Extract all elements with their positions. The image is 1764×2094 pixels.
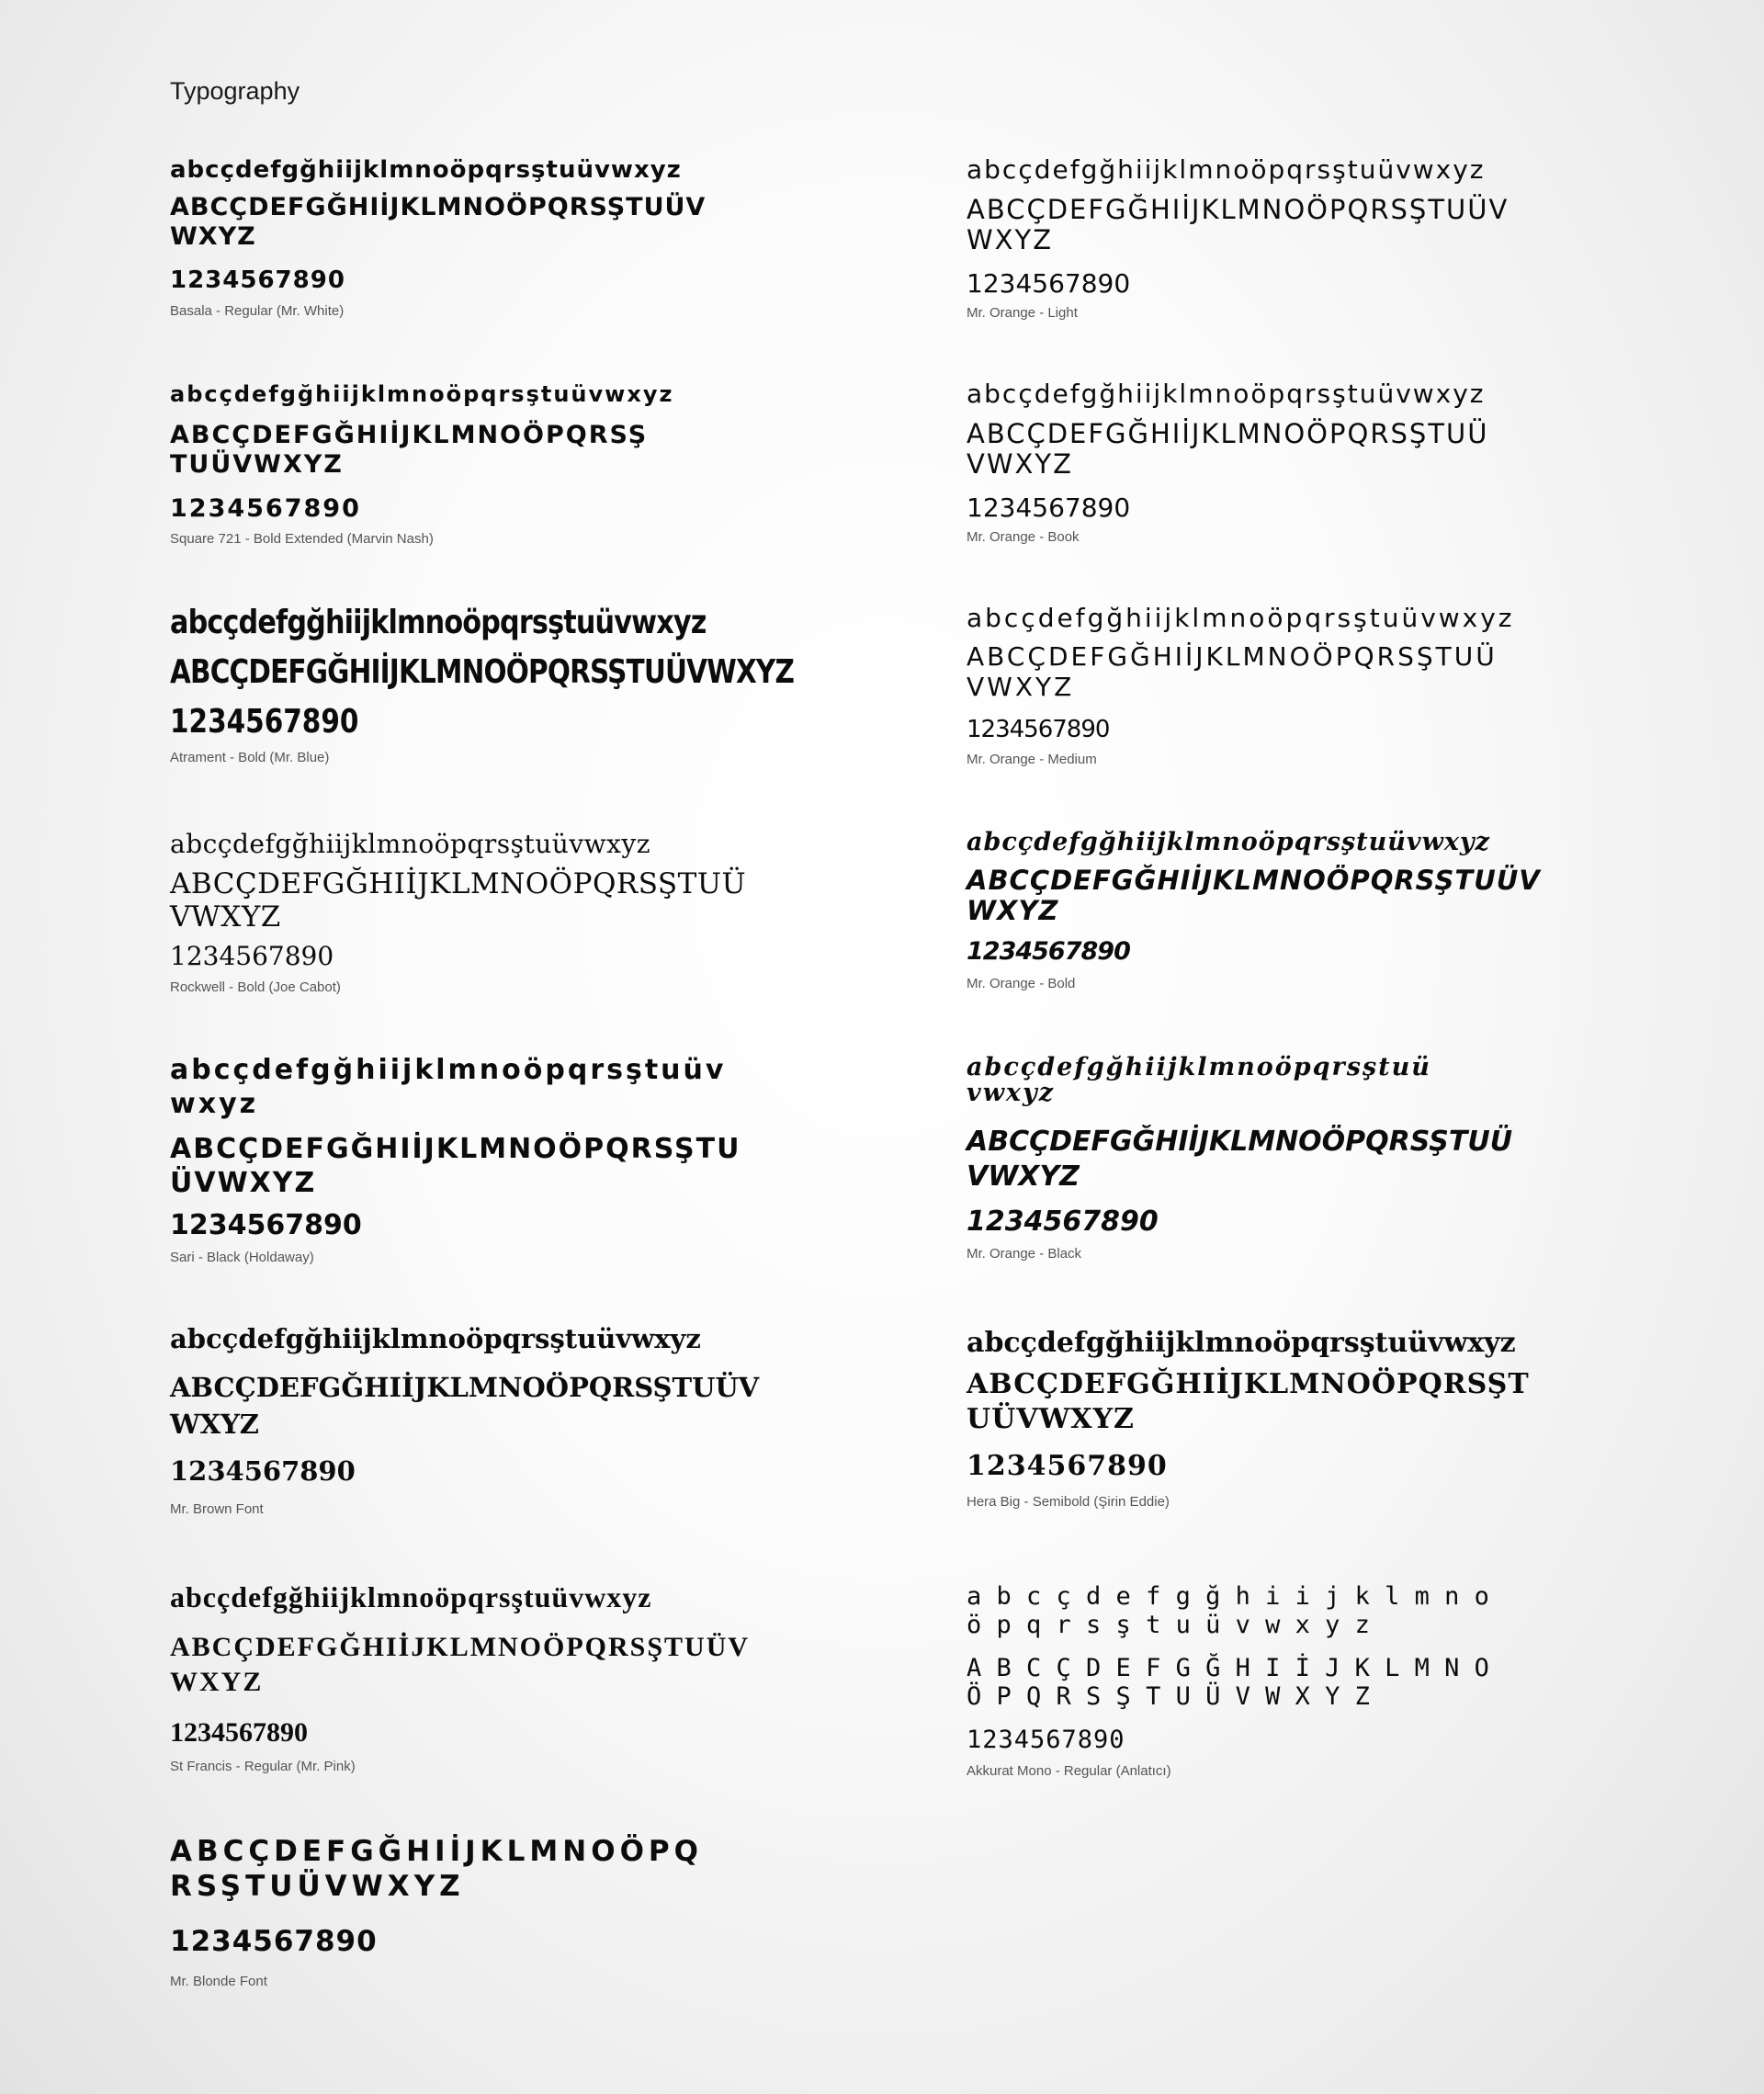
lowercase-sample: abcçdefgğhiijklmnoöpqrsştuüvwxyz [967, 379, 1486, 409]
uppercase-sample: ABCÇDEFGĞHIİJKLMNOÖPQRSŞT UÜVWXYZ [967, 1368, 1530, 1435]
font-specimen-hera-big [967, 1327, 1628, 1510]
font-specimen-mr-orange-book [967, 379, 1628, 545]
font-specimen-mr-blonde [170, 1834, 831, 1989]
lowercase-sample: abcçdefgğhiijklmnoöpqrsştuüv wxyz [170, 1054, 727, 1120]
uppercase-sample: ABCÇDEFGĞHIİJKLMNOÖPQRSŞTUÜV WXYZ [170, 1372, 760, 1440]
lowercase-sample: abcçdefgğhiijklmnoöpqrsştuüvwxyz [967, 603, 1515, 633]
lowercase-sample: abcçdefgğhiijklmnoöpqrsştuü vwxyz [967, 1053, 1431, 1107]
uppercase-sample: ABCÇDEFGĞHIİJKLMNOÖPQRSŞTU ÜVWXYZ [170, 1133, 741, 1199]
font-specimen-mr-brown [170, 1323, 831, 1517]
digits-sample: 1234567890 [170, 703, 359, 741]
lowercase-sample: abcçdefgğhiijklmnoöpqrsştuüvwxyz [170, 1580, 652, 1613]
uppercase-sample: ABCÇDEFGĞHIİJKLMNOÖPQRSŞTUÜVWXYZ [170, 653, 795, 691]
digits-sample: 1234567890 [967, 1450, 1168, 1482]
digits-sample: 1234567890 [967, 268, 1131, 299]
digits-sample: 1234567890 [170, 494, 361, 523]
font-specimen-sari [170, 1053, 831, 1265]
uppercase-sample: ABCÇDEFGĞHIİJKLMNOÖPQRSŞTUÜ VWXYZ [170, 867, 747, 934]
font-specimen-rockwell [170, 829, 831, 995]
lowercase-sample: abcçdefgğhiijklmnoöpqrsştuüvwxyz [170, 1323, 701, 1354]
font-caption: Square 721 - Bold Extended (Marvin Nash) [170, 531, 434, 547]
digits-sample: 1234567890 [170, 1455, 356, 1487]
font-caption: Mr. Orange - Light [967, 305, 1078, 321]
uppercase-sample: ABCÇDEFGĞHIİJKLMNOÖPQRSŞTUÜV WXYZ [967, 865, 1541, 926]
digits-sample: 1234567890 [967, 1205, 1159, 1238]
lowercase-sample: abcçdefgğhiijklmnoöpqrsştuüvwxyz [967, 1327, 1516, 1359]
uppercase-sample: ABCÇDEFGĞHIİJKLMNOÖPQRSŞTUÜV WXYZ [170, 193, 707, 251]
digits-sample: 1234567890 [170, 1717, 308, 1748]
lowercase-sample: abcçdefgğhiijklmnoöpqrsştuüvwxyz [967, 154, 1486, 185]
digits-sample: 1234567890 [967, 937, 1130, 966]
uppercase-sample: ABCÇDEFGĞHIİJKLMNOÖPQ RSŞTUÜVWXYZ [170, 1835, 703, 1903]
font-caption: Hera Big - Semibold (Şirin Eddie) [967, 1494, 1170, 1510]
font-specimen-atrament [170, 603, 831, 765]
font-caption: Mr. Orange - Medium [967, 752, 1097, 767]
font-caption: Mr. Orange - Black [967, 1246, 1082, 1262]
font-caption: Basala - Regular (Mr. White) [170, 303, 345, 319]
uppercase-sample: ABCÇDEFGĞHIİJKLMNOÖPQRSŞTUÜ VWXYZ [967, 418, 1489, 480]
font-specimen-square-721 [170, 380, 831, 547]
font-specimen-mr-orange-light [967, 154, 1628, 321]
digits-sample: 1234567890 [967, 716, 1110, 743]
digits-sample: 1234567890 [170, 941, 334, 971]
uppercase-sample: ABCÇDEFGĞHIİJKLMNOÖPQRSŞTUÜV WXYZ [967, 194, 1510, 255]
lowercase-sample: abcçdefgğhiijklmnoöpqrsştuüvwxyz [170, 604, 707, 641]
font-caption: Mr. Blonde Font [170, 1974, 267, 1989]
digits-sample: 1234567890 [170, 1209, 362, 1241]
lowercase-sample: abcçdefgğhiijklmnoöpqrsştuüvwxyz [170, 829, 650, 859]
page-title: Typography [170, 77, 300, 105]
uppercase-sample: ABCÇDEFGĞHIİJKLMNOÖPQRSŞTUÜ VWXYZ [967, 641, 1498, 702]
digits-sample: 1234567890 [170, 266, 345, 294]
digits-sample: 1234567890 [967, 1726, 1125, 1754]
uppercase-sample: ABCÇDEFGĞHIİJKLMNOÖPQRSŞTUÜV WXYZ [170, 1632, 751, 1697]
font-caption: Sari - Black (Holdaway) [170, 1250, 314, 1265]
font-caption: St Francis - Regular (Mr. Pink) [170, 1759, 356, 1774]
font-caption: Akkurat Mono - Regular (Anlatıcı) [967, 1763, 1171, 1779]
font-caption: Mr. Orange - Book [967, 529, 1080, 545]
font-caption: Mr. Brown Font [170, 1501, 264, 1517]
font-specimen-akkurat-mono [967, 1582, 1628, 1779]
lowercase-sample: abcçdefgğhiijklmnoöpqrsştuüvwxyz [170, 381, 674, 407]
uppercase-sample: ABCÇDEFGĞHIİJKLMNOÖPQRSŞTUÜ VWXYZ [967, 1126, 1513, 1193]
lowercase-sample: abcçdefgğhiijklmnoöpqrsştuüvwxyz [170, 156, 682, 184]
font-specimen-st-francis [170, 1579, 831, 1774]
font-caption: Mr. Orange - Bold [967, 976, 1076, 991]
font-caption: Atrament - Bold (Mr. Blue) [170, 750, 330, 765]
font-specimen-basala [170, 156, 831, 319]
digits-sample: 1234567890 [170, 1925, 378, 1958]
lowercase-sample: a b c ç d e f g ğ h i i j k l m n o ö p q r s ş t u ü v w x y z [967, 1582, 1489, 1639]
uppercase-sample: A B C Ç D E F G Ğ H I İ J K L M N O Ö P Q R S Ş T U Ü V W X Y Z [967, 1654, 1489, 1711]
uppercase-sample: ABCÇDEFGĞHIİJKLMNOÖPQRSŞ TUÜVWXYZ [170, 421, 649, 479]
font-specimen-mr-orange-black [967, 1055, 1628, 1262]
lowercase-sample: abcçdefgğhiijklmnoöpqrsştuüvwxyz [967, 828, 1490, 856]
font-specimen-mr-orange-medium [967, 603, 1628, 767]
font-caption: Rockwell - Bold (Joe Cabot) [170, 979, 341, 995]
digits-sample: 1234567890 [967, 492, 1131, 523]
font-specimen-mr-orange-bold [967, 827, 1628, 991]
